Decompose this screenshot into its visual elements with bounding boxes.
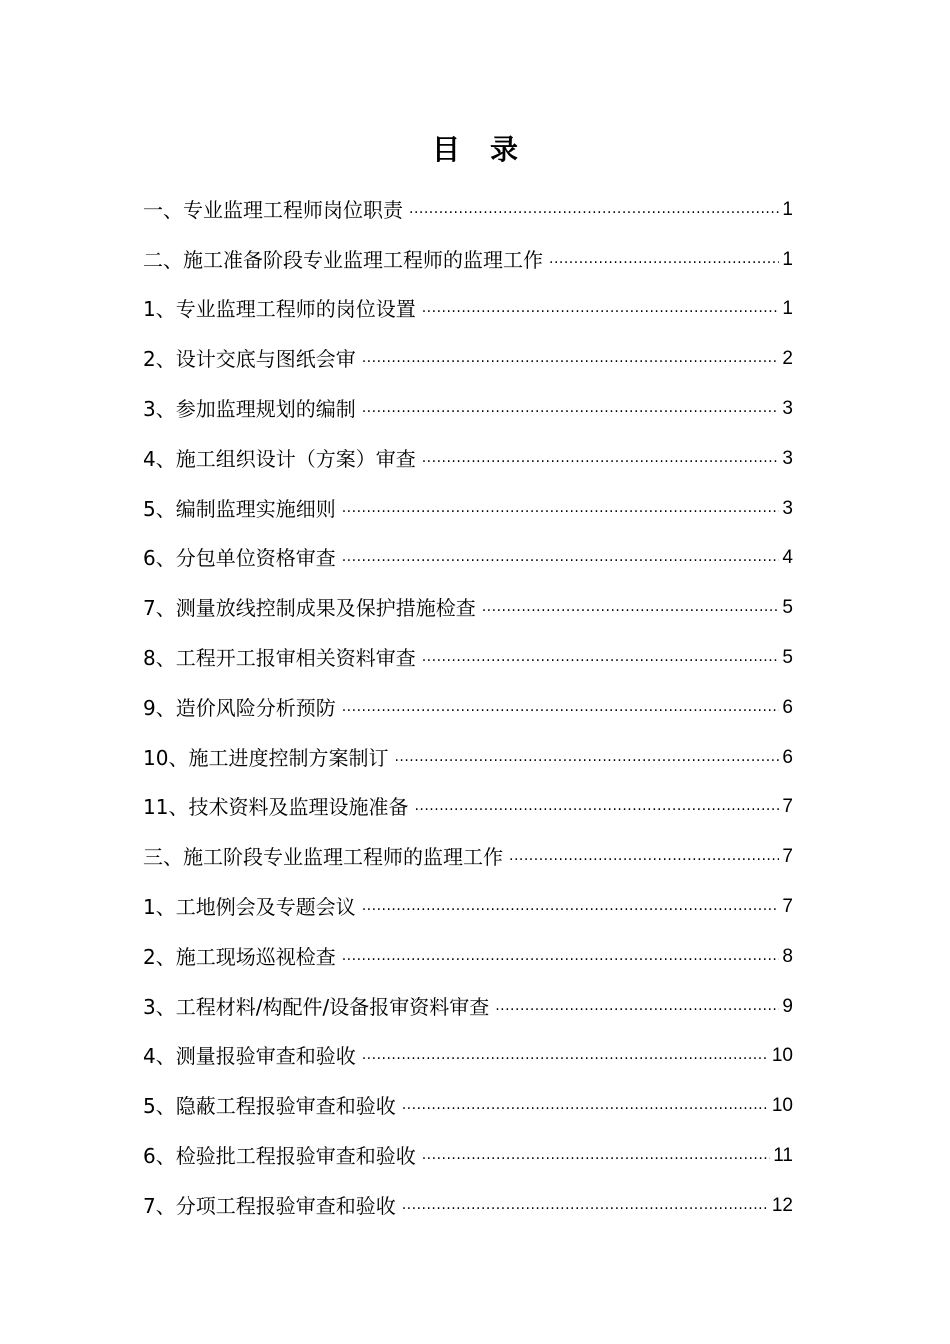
toc-entry-label: 6、检验批工程报验审查和验收 <box>143 1143 416 1168</box>
toc-dot-leader <box>422 646 780 678</box>
toc-entry[interactable] <box>143 1076 793 1126</box>
toc-entry-label: 4、测量报验审查和验收 <box>143 1044 356 1069</box>
toc-entry-label: 1、工地例会及专题会议 <box>143 894 356 919</box>
toc-list <box>143 180 793 1226</box>
toc-entry-page: 5 <box>782 597 793 619</box>
toc-entry-label: 11、技术资料及监理设施准备 <box>143 795 409 820</box>
toc-entry-page: 7 <box>782 895 793 917</box>
toc-dot-leader <box>422 1144 771 1176</box>
toc-entry-label: 一、专业监理工程师岗位职责 <box>143 197 403 222</box>
toc-entry-page: 10 <box>771 1095 793 1117</box>
toc-dot-leader <box>342 696 780 728</box>
toc-entry-page: 1 <box>782 198 793 220</box>
toc-entry-label: 9、造价风险分析预防 <box>143 695 336 720</box>
toc-entry[interactable] <box>143 479 793 529</box>
toc-entry-page: 12 <box>771 1194 793 1216</box>
toc-dot-leader <box>422 297 780 329</box>
toc-dot-leader <box>342 546 780 578</box>
toc-entry[interactable] <box>143 529 793 579</box>
toc-dot-leader <box>402 1094 769 1126</box>
toc-dot-leader <box>362 895 780 927</box>
toc-entry-label: 三、施工阶段专业监理工程师的监理工作 <box>143 845 503 870</box>
toc-entry-page: 6 <box>782 696 793 718</box>
toc-entry-label: 2、设计交底与图纸会审 <box>143 347 356 372</box>
toc-entry-label: 3、参加监理规划的编制 <box>143 396 356 421</box>
toc-entry-label: 5、编制监理实施细则 <box>143 496 336 521</box>
toc-title: 目录 <box>431 133 548 166</box>
toc-entry-page: 7 <box>782 796 793 818</box>
toc-entry[interactable] <box>143 379 793 429</box>
toc-entry[interactable] <box>143 1126 793 1176</box>
toc-entry-label: 二、施工准备阶段专业监理工程师的监理工作 <box>143 247 543 272</box>
toc-entry-label: 4、施工组织设计（方案）审查 <box>143 446 416 471</box>
toc-dot-leader <box>402 1194 769 1226</box>
toc-dot-leader <box>482 596 780 628</box>
toc-entry[interactable] <box>143 877 793 927</box>
toc-entry-page: 9 <box>782 995 793 1017</box>
toc-entry-page: 3 <box>782 497 793 519</box>
toc-entry[interactable] <box>143 977 793 1027</box>
toc-entry-page: 3 <box>782 397 793 419</box>
toc-entry-page: 5 <box>782 646 793 668</box>
toc-entry-page: 1 <box>782 248 793 270</box>
toc-dot-leader <box>495 995 779 1027</box>
toc-entry-label: 7、测量放线控制成果及保护措施检查 <box>143 596 476 621</box>
toc-dot-leader <box>362 1044 769 1076</box>
toc-entry[interactable] <box>143 1027 793 1077</box>
toc-dot-leader <box>549 248 779 280</box>
toc-entry[interactable] <box>143 1176 793 1226</box>
toc-entry-page: 8 <box>782 945 793 967</box>
toc-entry[interactable] <box>143 927 793 977</box>
toc-entry-page: 11 <box>773 1144 793 1166</box>
toc-dot-leader <box>509 845 779 877</box>
toc-entry-page: 3 <box>782 447 793 469</box>
toc-entry[interactable] <box>143 329 793 379</box>
toc-entry[interactable] <box>143 778 793 828</box>
toc-entry[interactable] <box>143 827 793 877</box>
toc-entry[interactable] <box>143 678 793 728</box>
toc-entry-page: 4 <box>782 547 793 569</box>
toc-entry[interactable] <box>143 180 793 230</box>
toc-dot-leader <box>342 497 780 529</box>
toc-entry-label: 1、专业监理工程师的岗位设置 <box>143 297 416 322</box>
toc-entry[interactable] <box>143 429 793 479</box>
toc-dot-leader <box>342 945 780 977</box>
toc-entry-label: 3、工程材料/构配件/设备报审资料审查 <box>143 994 490 1019</box>
toc-entry-page: 6 <box>782 746 793 768</box>
toc-entry-label: 6、分包单位资格审查 <box>143 546 336 571</box>
toc-dot-leader <box>362 397 780 429</box>
toc-entry[interactable] <box>143 578 793 628</box>
toc-entry-label: 8、工程开工报审相关资料审查 <box>143 645 416 670</box>
toc-entry-page: 10 <box>771 1045 793 1067</box>
toc-dot-leader <box>409 198 779 230</box>
toc-entry-label: 7、分项工程报验审查和验收 <box>143 1193 396 1218</box>
toc-entry-page: 7 <box>782 846 793 868</box>
toc-entry[interactable] <box>143 230 793 280</box>
toc-entry-page: 1 <box>782 298 793 320</box>
toc-entry-page: 2 <box>782 348 793 370</box>
toc-entry-label: 5、隐蔽工程报验审查和验收 <box>143 1094 396 1119</box>
toc-dot-leader <box>362 347 780 379</box>
toc-dot-leader <box>394 746 779 778</box>
toc-dot-leader <box>422 447 780 479</box>
toc-entry[interactable] <box>143 280 793 330</box>
toc-entry-label: 2、施工现场巡视检查 <box>143 944 336 969</box>
toc-entry[interactable] <box>143 728 793 778</box>
toc-entry[interactable] <box>143 628 793 678</box>
toc-dot-leader <box>414 795 779 827</box>
toc-entry-label: 10、施工进度控制方案制订 <box>143 745 389 770</box>
